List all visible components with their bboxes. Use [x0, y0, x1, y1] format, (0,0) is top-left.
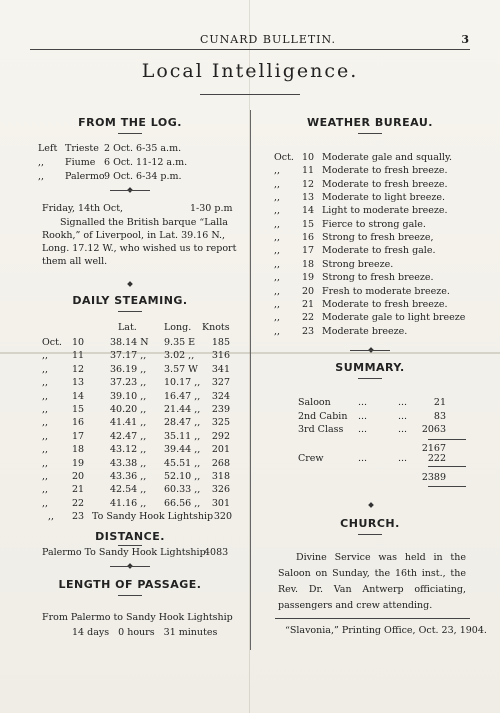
departure-time: 6 Oct. 11-12 a.m.	[104, 157, 188, 168]
steaming-knots: 316	[211, 350, 230, 362]
summary-label: 2nd Cabin	[298, 410, 348, 422]
steaming-day: 16	[72, 417, 85, 429]
steaming-day: 11	[72, 350, 85, 362]
weather-day: 14	[302, 205, 315, 217]
log-signal-text: Signalled the British barque “Lalla Rookh,” of Liverpool, in Lat. 39.16 N., Long. 17.12 W., who wished us to report them all well.	[42, 217, 237, 267]
weather-month: ,,	[274, 272, 281, 284]
weather-text: Strong breeze.	[322, 258, 394, 270]
summary-crew-label: Crew	[298, 453, 324, 464]
col-long: Long.	[164, 322, 192, 333]
page-title: Local Intelligence.	[141, 60, 359, 82]
weather-text: Moderate breeze.	[322, 325, 408, 337]
steaming-month: ,,	[42, 404, 49, 415]
steaming-day: 14	[72, 390, 85, 402]
weather-day: 16	[302, 232, 315, 244]
weather-day: 22	[302, 312, 315, 324]
col-knots: Knots	[202, 322, 230, 333]
summary-dots: ...	[398, 424, 408, 435]
weather-text: Fierce to strong gale.	[322, 218, 426, 230]
steaming-lat: 43.12 ,,	[110, 444, 147, 456]
summary-value: 83	[433, 410, 446, 422]
steaming-lat: 41.16 ,,	[110, 497, 147, 509]
distance-text: Palermo To Sandy Hook Lightship	[42, 547, 206, 558]
summary-dots: ...	[358, 424, 368, 435]
weather-text: Moderate to fresh breeze.	[322, 298, 448, 310]
summary-dots: ...	[398, 410, 408, 422]
weather-month: ,,	[274, 165, 281, 177]
departure-time: 9 Oct. 6-34 p.m.	[104, 171, 182, 182]
column-divider	[250, 110, 251, 650]
church-rule	[358, 534, 382, 535]
ornament-rule	[110, 566, 150, 567]
summary-total-rule	[428, 466, 466, 467]
summary-value: 2063	[421, 424, 446, 435]
steaming-day: 12	[72, 363, 85, 375]
weather-month: Oct.	[274, 152, 294, 163]
log-rule	[118, 133, 142, 134]
steaming-knots: 201	[211, 444, 230, 456]
departure-prefix: Left	[38, 143, 58, 154]
page-number: 3	[461, 33, 470, 46]
steaming-knots: 185	[211, 337, 230, 348]
weather-day: 19	[302, 272, 315, 284]
weather-month: ,,	[274, 245, 281, 257]
steaming-long: 9.35 E	[164, 337, 196, 348]
church-text: Divine Service was held in the Saloon on Sunday, the 16th inst., the Rev. Dr. Van Antwerp officiating, passengers and crew attending.	[278, 552, 466, 611]
steaming-day: 18	[72, 444, 85, 456]
steaming-long: 35.11 ,,	[164, 430, 201, 442]
steaming-knots: 325	[211, 417, 230, 429]
steaming-last-month: ,,	[48, 511, 55, 522]
steaming-knots: 326	[211, 484, 230, 496]
printing-imprint: “Slavonia,” Printing Office, Oct. 23, 1904.	[285, 625, 487, 636]
church-heading: CHURCH.	[340, 517, 400, 530]
steaming-knots: 301	[211, 497, 230, 509]
steaming-lat: 42.54 ,,	[110, 484, 147, 496]
log-friday-time: 1-30 p.m	[190, 203, 233, 214]
departure-prefix: ,,	[38, 157, 45, 168]
steaming-lat: 37.23 ,,	[110, 377, 147, 389]
imprint-rule	[275, 618, 470, 619]
steaming-month: ,,	[42, 377, 49, 389]
log-friday-date: Friday, 14th Oct,	[42, 203, 124, 214]
summary-total-underline	[428, 486, 466, 487]
weather-text: Moderate gale and squally.	[322, 152, 453, 163]
steaming-day: 21	[72, 484, 85, 496]
summary-rule	[358, 378, 382, 379]
steaming-day: 20	[72, 471, 85, 482]
ornament-rule	[110, 190, 150, 191]
weather-day: 13	[302, 192, 315, 204]
weather-month: ,,	[274, 285, 281, 297]
weather-day: 20	[302, 285, 315, 297]
steaming-knots: 327	[211, 377, 230, 389]
steaming-long: 39.44 ,,	[164, 444, 201, 456]
steaming-month: ,,	[42, 457, 49, 469]
weather-day: 21	[302, 298, 315, 310]
steaming-last-text: To Sandy Hook Lightship	[92, 511, 214, 522]
steaming-lat: 43.36 ,,	[110, 471, 147, 482]
steaming-month: ,,	[42, 417, 49, 429]
departure-place: Palermo	[65, 171, 105, 182]
steaming-month: Oct.	[42, 337, 62, 348]
departure-time: 2 Oct. 6-35 a.m.	[104, 143, 182, 154]
summary-label: 3rd Class	[298, 424, 344, 435]
steaming-knots: 292	[211, 430, 230, 442]
steaming-month: ,,	[42, 484, 49, 496]
col-lat: Lat.	[118, 322, 137, 333]
header-rule	[30, 49, 470, 50]
steaming-long: 3.02 ,,	[164, 350, 195, 362]
steaming-knots: 324	[211, 390, 230, 402]
steaming-long: 66.56 ,,	[164, 497, 201, 509]
steaming-month: ,,	[42, 497, 49, 509]
steaming-day: 15	[72, 404, 85, 415]
passage-heading: LENGTH OF PASSAGE.	[58, 578, 202, 591]
departure-place: Fiume	[65, 157, 96, 168]
weather-text: Moderate to fresh gale.	[322, 245, 436, 257]
summary-value: 21	[433, 397, 446, 408]
steaming-knots: 341	[211, 363, 230, 375]
summary-subtotal-rule	[428, 439, 466, 440]
steaming-month: ,,	[42, 430, 49, 442]
weather-day: 17	[302, 245, 315, 257]
steaming-lat: 40.20 ,,	[110, 404, 147, 415]
weather-month: ,,	[274, 205, 281, 217]
weather-day: 18	[302, 258, 315, 270]
summary-subtotal: 2167	[421, 443, 446, 454]
steaming-lat: 42.47 ,,	[110, 430, 147, 442]
weather-day: 10	[302, 152, 315, 163]
log-heading: FROM THE LOG.	[78, 116, 182, 129]
steaming-lat: 43.38 ,,	[110, 457, 147, 469]
weather-text: Moderate gale to light breeze	[322, 312, 466, 324]
steaming-month: ,,	[42, 471, 49, 482]
steaming-lat: 37.17 ,,	[110, 350, 147, 362]
steaming-day: 10	[72, 337, 85, 348]
distance-value: 4083	[204, 547, 229, 558]
weather-day: 23	[302, 325, 315, 337]
steaming-knots: 239	[211, 404, 230, 415]
weather-heading: WEATHER BUREAU.	[307, 116, 433, 129]
steaming-day: 19	[72, 457, 85, 469]
steaming-long: 52.10 ,,	[164, 471, 201, 482]
steaming-rule	[118, 311, 142, 312]
weather-month: ,,	[274, 258, 281, 270]
steaming-day: 17	[72, 430, 85, 442]
weather-text: Strong to fresh breeze.	[322, 272, 434, 284]
steaming-long: 60.33 ,,	[164, 484, 201, 496]
departure-prefix: ,,	[38, 171, 45, 182]
summary-heading: SUMMARY.	[335, 361, 405, 374]
steaming-day: 22	[72, 497, 85, 509]
weather-text: Moderate to fresh breeze.	[322, 178, 448, 190]
weather-text: Light to moderate breeze.	[322, 205, 448, 217]
weather-day: 12	[302, 178, 315, 190]
steaming-month: ,,	[42, 363, 49, 375]
steaming-month: ,,	[42, 350, 49, 362]
title-rule	[200, 94, 300, 95]
steaming-long: 28.47 ,,	[164, 417, 201, 429]
weather-month: ,,	[274, 192, 281, 204]
weather-rule	[358, 133, 382, 134]
passage-line2: 14 days 0 hours 31 minutes	[72, 627, 218, 638]
departure-place: Trieste	[65, 143, 99, 154]
weather-month: ,,	[274, 232, 281, 244]
weather-text: Moderate to fresh breeze.	[322, 165, 448, 177]
weather-month: ,,	[274, 178, 281, 190]
ornament-rule	[350, 350, 390, 351]
weather-month: ,,	[274, 325, 281, 337]
steaming-month: ,,	[42, 390, 49, 402]
ornament	[127, 281, 133, 287]
summary-total: 2389	[421, 472, 446, 483]
weather-day: 15	[302, 218, 315, 230]
summary-crew-dots1: ...	[358, 453, 368, 464]
steaming-long: 16.47 ,,	[164, 390, 201, 402]
summary-crew-value: 222	[427, 453, 446, 464]
steaming-lat: 36.19 ,,	[110, 363, 147, 375]
steaming-heading: DAILY STEAMING.	[72, 294, 188, 307]
steaming-long: 45.51 ,,	[164, 457, 201, 469]
publication-title: CUNARD BULLETIN.	[200, 33, 336, 46]
weather-month: ,,	[274, 312, 281, 324]
weather-text: Moderate to light breeze.	[322, 192, 445, 204]
steaming-lat: 38.14 N	[110, 337, 149, 348]
steaming-long: 10.17 ,,	[164, 377, 201, 389]
passage-line1: From Palermo to Sandy Hook Lightship	[42, 612, 233, 623]
steaming-day: 13	[72, 377, 85, 389]
steaming-lat: 39.10 ,,	[110, 390, 147, 402]
steaming-month: ,,	[42, 444, 49, 456]
distance-heading: DISTANCE.	[95, 530, 165, 543]
ornament	[368, 502, 374, 508]
weather-month: ,,	[274, 298, 281, 310]
weather-month: ,,	[274, 218, 281, 230]
steaming-long: 3.57 W	[164, 363, 198, 375]
steaming-knots: 268	[211, 457, 230, 469]
summary-dots: ...	[398, 397, 408, 408]
summary-dots: ...	[358, 410, 368, 422]
passage-rule	[118, 595, 142, 596]
weather-text: Fresh to moderate breeze.	[322, 285, 450, 297]
weather-text: Strong to fresh breeze,	[322, 232, 434, 244]
steaming-last-knots: 320	[213, 511, 232, 522]
summary-label: Saloon	[298, 397, 331, 408]
summary-dots: ...	[358, 397, 368, 408]
steaming-knots: 318	[211, 471, 230, 482]
steaming-lat: 41.41 ,,	[110, 417, 147, 429]
weather-day: 11	[302, 165, 315, 177]
summary-crew-dots2: ...	[398, 453, 408, 464]
steaming-last-day: 23	[72, 511, 85, 522]
steaming-long: 21.44 ,,	[164, 404, 201, 415]
